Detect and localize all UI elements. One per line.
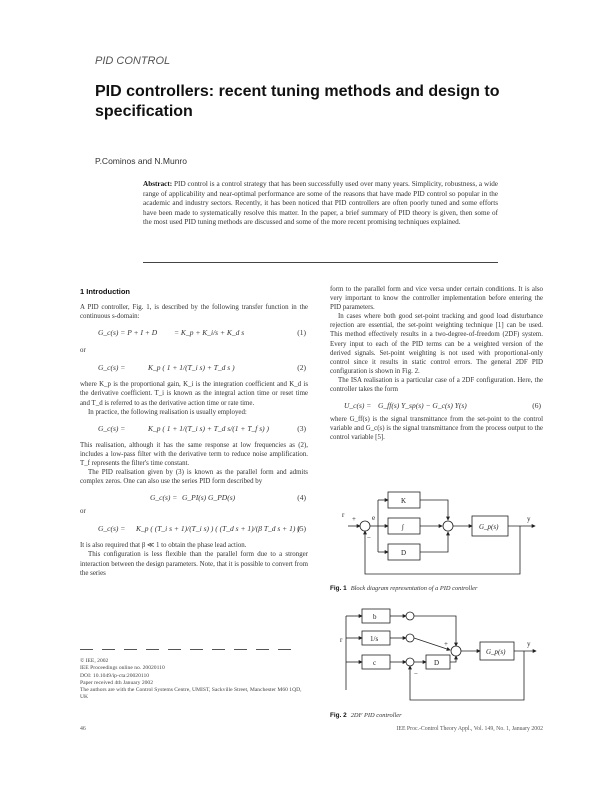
- derivative-block-label: D: [401, 549, 407, 557]
- equation-lhs: G_c(s) =: [150, 493, 178, 503]
- setpoint-weight-c-label: c: [373, 659, 377, 667]
- equation-number: (1): [297, 328, 306, 338]
- equation-rhs: = K_p + K_i/s + K_d s: [174, 328, 245, 338]
- figure-2-caption: [330, 712, 543, 719]
- equation-number: (3): [297, 423, 306, 433]
- equation-rhs: K_p ( 1 + 1/(T_i s) + T_d s ): [148, 363, 235, 373]
- summing-junction: [406, 612, 414, 620]
- equation-number: (4): [297, 493, 306, 503]
- summing-junction: [406, 658, 414, 666]
- copyright: © IEE, 2002: [80, 658, 109, 664]
- abstract-label: Abstract:: [143, 180, 173, 188]
- error-summing-junction: [360, 521, 370, 531]
- equation-lhs: G_c(s) = P + I + D: [98, 328, 158, 338]
- signal-line: [414, 616, 456, 646]
- paragraph: This realisation, although it has the same response at low frequencies as (2), includes a low-pass filter with the derivative term to reduce noise amplification. T_f represents the filter's time constant.: [80, 441, 308, 467]
- integral-block: [388, 518, 420, 534]
- running-head: PID CONTROL: [95, 55, 171, 67]
- page-number: 46: [80, 726, 86, 732]
- equation-rhs: G_PI(s) G_PD(s): [182, 493, 236, 503]
- figure-1-block-diagram: [330, 488, 543, 584]
- equation-3: [80, 417, 308, 441]
- paragraph: The ISA realisation is a particular case of a 2DF configuration. Here, the controller takes the form: [330, 376, 543, 394]
- article-title: PID controllers: recent tuning methods and design to specification: [95, 83, 500, 120]
- doi: DOI: 10.1049/ip-cta:20020110: [80, 672, 150, 679]
- derivative-block-label: D: [434, 659, 440, 667]
- signal-line: [420, 500, 448, 520]
- equation-lhs: G_c(s) =: [98, 524, 126, 534]
- integral-block-label: 1/s: [370, 635, 379, 643]
- equation-lhs: U_c(s) =: [344, 401, 372, 411]
- equation-number: (2): [297, 363, 306, 373]
- paragraph: where K_p is the proportional gain, K_i is the integration coefficient and K_d is the derivative coefficient. T_i is known as the integral action time or reset time and T_d is referred to as the derivative action time or rate time.: [80, 381, 308, 407]
- plus-sign: +: [352, 515, 356, 523]
- paragraph: In practice, the following realisation is usually employed:: [88, 408, 247, 416]
- abstract-text: PID control is a control strategy that has been successfully used over many years. Simplicity, robustness, a wide range of applicability and near-optimal performance are some of the reasons that have made PID control so popular in the academic and industry sectors. Recently, it has been noticed that PID controllers are often poorly tuned and some efforts have been made to systematically resolve this matter. In the paper, a brief summary of PID theory is given, then some of the most used PID tuning methods are discussed and some of the more recent promising techniques explained.: [143, 180, 498, 227]
- plant-block-label: G_p(s): [479, 523, 499, 531]
- equation-rhs: K_p ( 1 + 1/(T_i s) + T_d s/(1 + T_f s) ): [148, 423, 270, 433]
- integral-block-label: ∫: [402, 523, 404, 531]
- equation-4: [80, 486, 308, 506]
- minus-sign: −: [367, 534, 371, 542]
- author-line: P.Cominos and N.Munro: [95, 156, 187, 166]
- footnote-separator: [80, 645, 308, 652]
- controller-summing-junction: [451, 646, 461, 656]
- paragraph: where G_ff(s) is the signal transmittance from the set-point to the control variable and G_c(s) is the signal transmittance from the process output to the control variable [5].: [330, 416, 543, 442]
- equation-number: (6): [532, 401, 541, 411]
- paragraph: The PID realisation given by (3) is known as the parallel form and admits complex zeros. One can also use the series PID form described by: [80, 469, 308, 486]
- paragraph: In cases where both good set-point tracking and good load disturbance rejection are essential, the set-point weighting technique [1] can be used. This method effectively results in a two-degree-of-freedom (2DF) system. Every input to each of the PID terms can be a weighted version of the derived signals. Set-point weighting is not used with proportional-only control since it results in static control errors. The general 2DF PID configuration is shown in Fig. 2.: [330, 313, 543, 375]
- signal-line: [420, 532, 448, 552]
- equation-lhs: G_c(s) =: [98, 423, 126, 433]
- figure-caption-text: 2DF PID controller: [350, 712, 402, 719]
- minus-sign: −: [414, 670, 418, 678]
- plus-sign: +: [444, 640, 448, 648]
- equation-2: [80, 356, 308, 380]
- right-column: [330, 285, 543, 442]
- connective-text: or: [80, 347, 86, 355]
- connective-text: or: [80, 508, 86, 516]
- setpoint-label: r: [342, 511, 345, 519]
- output-label: y: [527, 515, 531, 523]
- online-number: IEE Proceedings online no. 20020110: [80, 665, 165, 672]
- abstract-divider: [143, 262, 498, 263]
- paragraph: form to the parallel form and vice versa under certain conditions. It is also very important to know the controller implementation before entering the PID parameters.: [330, 286, 543, 312]
- abstract: [143, 180, 498, 228]
- controller-summing-junction: [443, 521, 453, 531]
- equation-rhs: K_p ( (T_i s + 1)/(T_i s) ) ( (T_d s + 1)/(β T_d s + 1) ): [136, 524, 300, 534]
- figure-caption-text: Block diagram representation of a PID controller: [350, 585, 478, 592]
- equation-rhs: G_ff(s) Y_sp(s) − G_c(s) Y(s): [378, 401, 467, 411]
- output-label: y: [527, 640, 531, 648]
- article-metadata: [80, 658, 308, 702]
- paragraph: This configuration is less flexible than the parallel form due to a stronger interaction between the design parameters. Note, that it is possible to convert from the series: [80, 551, 308, 577]
- feedback-path: [410, 651, 524, 700]
- paragraph: A PID controller, Fig. 1, is described by the following transfer function in the continuous s-domain:: [80, 304, 308, 321]
- figure-label: Fig. 2: [330, 712, 347, 719]
- received-date: Paper received 4th January 2002: [80, 679, 154, 686]
- paragraph: It is also required that β ≪ 1 to obtain the phase lead action.: [80, 542, 247, 550]
- figure-2-block-diagram: [330, 604, 543, 710]
- author-affiliation: The authors are with the Control Systems Centre, UMIST, Sackville Street, Manchester M60 1QD, UK: [80, 687, 302, 701]
- figure-label: Fig. 1: [330, 585, 347, 592]
- figure-1-caption: [330, 585, 543, 592]
- equation-5: [80, 517, 308, 541]
- plant-block-label: G_p(s): [486, 648, 506, 656]
- signal-line: [450, 656, 456, 662]
- left-column: [80, 287, 308, 578]
- journal-footer: IEE Proc.-Control Theory Appl., Vol. 149, No. 1, January 2002: [396, 726, 543, 732]
- equation-lhs: G_c(s) =: [98, 363, 126, 373]
- error-label: e: [372, 514, 376, 522]
- section-heading-introduction: 1 Introduction: [80, 287, 130, 296]
- equation-6: [330, 394, 543, 415]
- summing-junction: [406, 634, 414, 642]
- equation-1: [80, 321, 308, 345]
- setpoint-weight-b-label: b: [373, 613, 377, 621]
- proportional-block-label: K: [401, 497, 407, 505]
- equation-number: (5): [297, 524, 306, 534]
- setpoint-label: r: [340, 636, 343, 644]
